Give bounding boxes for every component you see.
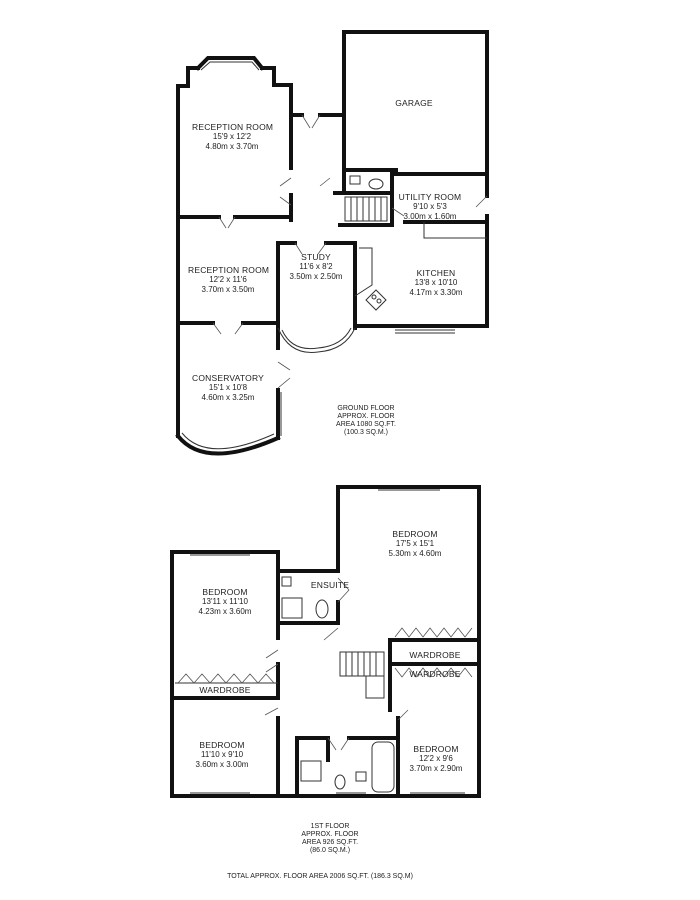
wardrobe-label-3 <box>185 685 265 695</box>
ensuite-toilet-icon <box>316 600 328 618</box>
room-size-metric: 3.50m x 2.50m <box>289 272 343 281</box>
room-name: RECEPTION ROOM <box>188 265 270 275</box>
room-name: BEDROOM <box>202 587 248 597</box>
room-size-imperial: 15'1 x 10'8 <box>208 383 248 392</box>
kitchen-counter <box>355 248 372 296</box>
room-label-bedroom-2 <box>185 587 265 617</box>
room-name: ENSUITE <box>310 580 350 590</box>
room-label-ensuite <box>300 580 360 590</box>
wardrobe-label-1 <box>395 650 475 660</box>
room-size-metric: 3.60m x 3.00m <box>195 760 249 769</box>
ensuite-shower-icon <box>282 598 302 618</box>
stairs-icon <box>345 197 387 221</box>
wardrobe-label-2 <box>395 669 475 679</box>
room-label-bedroom-1 <box>375 529 455 559</box>
ground-floor-area-note: GROUND FLOOR APPROX. FLOOR AREA 1080 SQ.FT. (100.3 SQ.M.) <box>336 405 396 436</box>
hob-icon <box>366 290 386 310</box>
wc-basin-icon <box>350 176 360 184</box>
room-name: KITCHEN <box>416 268 456 278</box>
total-floor-area: TOTAL APPROX. FLOOR AREA 2006 SQ.FT. (186.3 SQ.M) <box>227 873 413 880</box>
ground-floor-doors <box>213 115 487 388</box>
room-size-metric: 3.70m x 3.50m <box>201 285 255 294</box>
room-label-reception-2 <box>188 265 268 295</box>
room-name: WARDROBE <box>409 650 461 660</box>
room-size-imperial: 9'10 x 5'3 <box>413 202 447 211</box>
first-floor-area-note: 1ST FLOOR APPROX. FLOOR AREA 926 SQ.FT. (86.0 SQ.M.) <box>301 823 359 854</box>
room-size-imperial: 13'8 x 10'10 <box>414 278 458 287</box>
bathroom-basin-icon <box>356 772 366 781</box>
utility-counter <box>424 222 487 238</box>
room-size-metric: 4.80m x 3.70m <box>205 142 259 151</box>
room-size-metric: 3.70m x 2.90m <box>409 764 463 773</box>
room-size-imperial: 12'2 x 9'6 <box>419 754 453 763</box>
room-name: BEDROOM <box>413 744 459 754</box>
bathroom-shower-icon <box>301 761 321 781</box>
room-label-kitchen <box>400 268 472 298</box>
bathroom-toilet-icon <box>335 775 345 789</box>
bath-icon <box>372 742 394 792</box>
room-name: RECEPTION ROOM <box>192 122 274 132</box>
first-floor-stairs-icon <box>340 652 384 698</box>
ensuite-basin-icon <box>282 577 291 586</box>
room-label-reception-1 <box>192 122 272 152</box>
room-label-utility <box>395 192 465 222</box>
room-size-imperial: 17'5 x 15'1 <box>395 539 435 548</box>
room-size-imperial: 11'6 x 8'2 <box>299 262 333 271</box>
room-size-metric: 4.17m x 3.30m <box>409 288 463 297</box>
room-size-metric: 5.30m x 4.60m <box>388 549 442 558</box>
room-size-metric: 3.00m x 1.60m <box>403 212 457 221</box>
room-name: GARAGE <box>395 98 433 108</box>
room-name: WARDROBE <box>199 685 251 695</box>
room-size-imperial: 11'10 x 9'10 <box>200 750 244 759</box>
room-size-metric: 4.60m x 3.25m <box>201 393 255 402</box>
room-size-imperial: 13'11 x 11'10 <box>202 597 248 606</box>
room-size-metric: 4.23m x 3.60m <box>198 607 252 616</box>
room-name: STUDY <box>301 252 331 262</box>
room-label-bedroom-3 <box>182 740 262 770</box>
room-name: CONSERVATORY <box>192 373 264 383</box>
toilet-icon <box>369 179 383 189</box>
room-size-imperial: 15'9 x 12'2 <box>212 132 252 141</box>
room-label-garage <box>384 98 444 108</box>
room-size-imperial: 12'2 x 11'6 <box>209 275 247 284</box>
room-name: BEDROOM <box>199 740 245 750</box>
room-name: UTILITY ROOM <box>398 192 462 202</box>
room-label-bedroom-4 <box>396 744 476 774</box>
room-label-study <box>283 252 349 282</box>
room-name: WARDROBE <box>409 669 461 679</box>
room-name: BEDROOM <box>392 529 438 539</box>
room-label-conservatory <box>188 373 268 403</box>
